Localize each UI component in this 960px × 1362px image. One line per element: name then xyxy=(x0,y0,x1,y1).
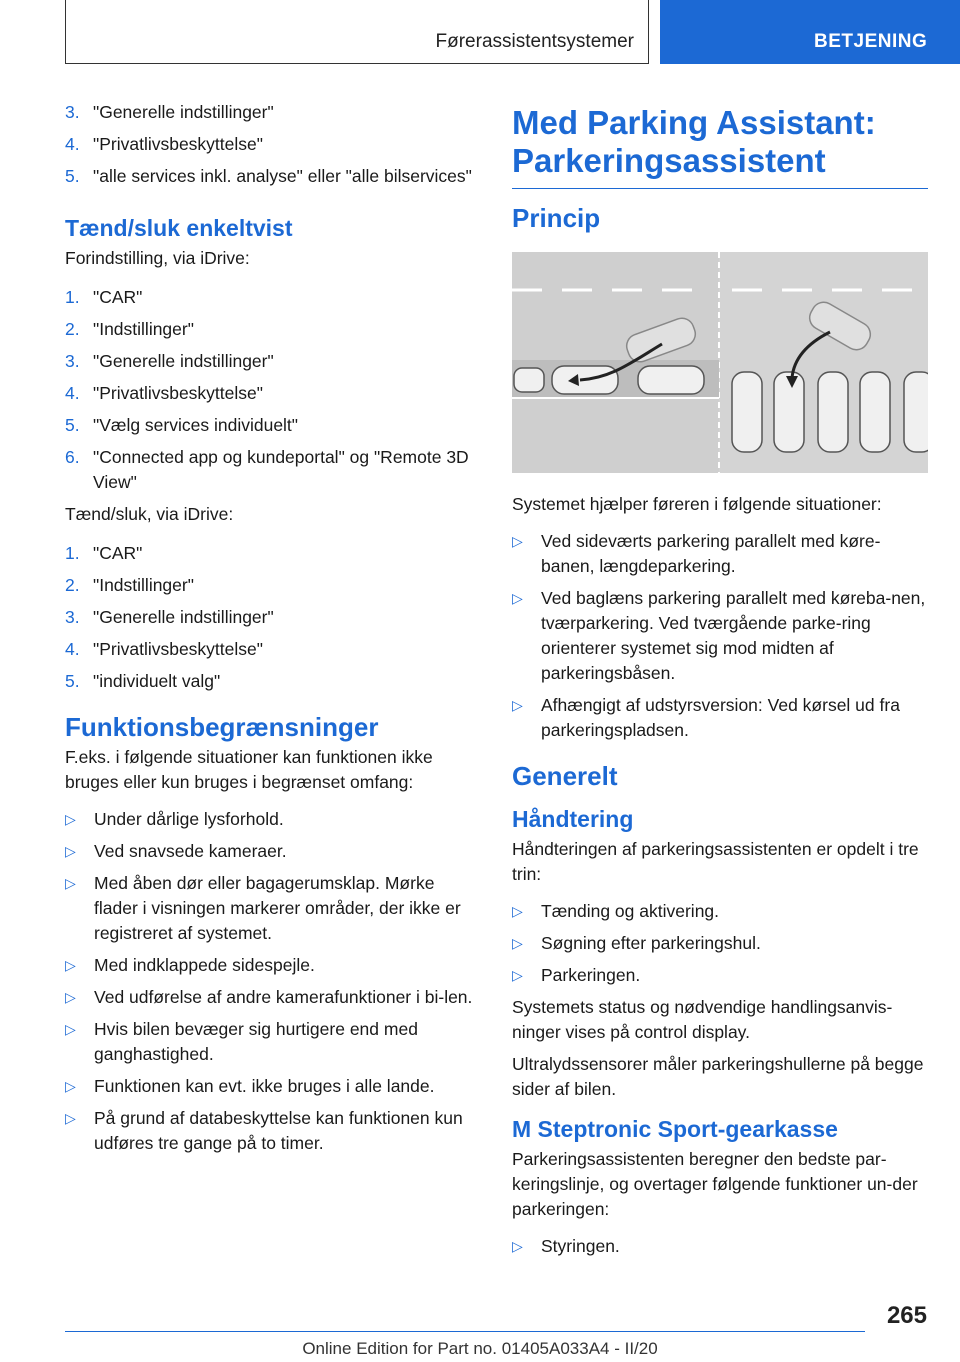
heading-princip: Princip xyxy=(512,203,601,233)
header-tab-label: BETJENING xyxy=(814,31,928,52)
list-item: 3. "Generelle indstillinger" xyxy=(65,102,274,122)
bullet-icon: ▷ xyxy=(512,1238,523,1254)
list-item: 4. "Privatlivsbeskyttelse" xyxy=(65,383,263,403)
bullet-icon: ▷ xyxy=(65,989,76,1005)
bullets-situations xyxy=(512,529,928,743)
bullets-limitations xyxy=(65,807,475,1156)
heading-haandtering: Håndtering xyxy=(512,806,634,832)
list-item: ▷ Under dårlige lysforhold. xyxy=(65,807,475,832)
bullet-icon: ▷ xyxy=(512,590,523,606)
bullet-icon: ▷ xyxy=(65,843,76,859)
list-item: 5. "Vælg services individuelt" xyxy=(65,415,299,435)
footer-edition[interactable]: Online Edition for Part no. 01405A033A4 - II/20 xyxy=(302,1339,658,1358)
list-item: ▷ Afhængigt af udstyrsversion: Ved kørsel ud fra parkeringspladsen. xyxy=(512,695,900,740)
list-item: 2. "Indstillinger" xyxy=(65,575,194,595)
list-item: 5. "individuelt valg" xyxy=(65,671,221,691)
list-item: 5. "alle services inkl. analyse" eller "alle bilservices" xyxy=(65,166,472,186)
bullet-icon: ▷ xyxy=(512,935,523,951)
header-tab[interactable] xyxy=(660,0,960,64)
paragraph: Håndteringen af parkeringsassistenten er opdelt i tre trin: xyxy=(512,839,919,884)
list-item: 1. "CAR" xyxy=(65,543,143,563)
list-item: 4. "Privatlivsbeskyttelse" xyxy=(65,639,263,659)
bullet-icon: ▷ xyxy=(512,967,523,983)
paragraph: Forindstilling, via iDrive: xyxy=(65,248,250,268)
paragraph: F.eks. i følgende situationer kan funktionen ikke bruges eller kun bruges i begrænset omfang: xyxy=(65,747,433,792)
list-item: 1. "CAR" xyxy=(65,287,143,307)
bullets-functions xyxy=(512,1234,928,1259)
page-title: Med Parking Assistant: Parkeringsassistent xyxy=(512,104,876,179)
bullet-icon: ▷ xyxy=(65,957,76,973)
parking-illustration xyxy=(512,252,928,473)
paragraph: Ultralydssensorer måler parkeringshullerne på begge sider af bilen. xyxy=(512,1054,924,1099)
list-item: ▷ Ved udførelse af andre kamerafunktioner i bi-len. xyxy=(65,985,475,1010)
bullets-steps xyxy=(512,899,928,988)
heading-m-steptronic: M Steptronic Sport-gearkasse xyxy=(512,1116,838,1142)
list-item: 6. "Connected app og kundeportal" og "Remote 3D View" xyxy=(65,447,469,492)
list-item: ▷ Med åben dør eller bagagerumsklap. Mørke flader i visningen markerer områder, der ikke er registreret af systemet. xyxy=(65,873,461,943)
header-box xyxy=(65,0,649,64)
bullet-icon: ▷ xyxy=(65,1110,76,1126)
header-section-title: Førerassistentsystemer xyxy=(435,31,634,52)
bullet-icon: ▷ xyxy=(512,697,523,713)
bullet-icon: ▷ xyxy=(65,1078,76,1094)
list-b xyxy=(65,285,475,495)
page-number: 265 xyxy=(886,1302,927,1329)
list-item: ▷ Ved snavsede kameraer. xyxy=(65,839,475,864)
list-item: ▷ Tænding og aktivering. xyxy=(512,899,928,924)
heading-taend-enkeltvist: Tænd/sluk enkeltvist xyxy=(65,215,293,241)
bullet-icon: ▷ xyxy=(512,903,523,919)
list-item: ▷ På grund af databeskyttelse kan funktionen kun udføres tre gange på to timer. xyxy=(65,1108,463,1153)
list-item: 3. "Generelle indstillinger" xyxy=(65,607,274,627)
paragraph: Parkeringsassistenten beregner den bedste par-keringslinje, og overtager følgende funktioner un-der parkeringen: xyxy=(512,1149,918,1219)
heading-generelt: Generelt xyxy=(512,761,618,791)
list-item: ▷ Styringen. xyxy=(512,1234,928,1259)
right-column xyxy=(512,100,928,1266)
list-item: ▷ Ved baglæns parkering parallelt med køreba-nen, tværparkering. Ved tværgående parke-ring orienterer systemet sig mod midten af parkeringsbåsen. xyxy=(512,588,926,683)
paragraph: Systemets status og nødvendige handlingsanvis-ninger vises på control display. xyxy=(512,997,893,1042)
list-c xyxy=(65,541,475,694)
bullet-icon: ▷ xyxy=(512,533,523,549)
list-item: ▷ Søgning efter parkeringshul. xyxy=(512,931,928,956)
list-a xyxy=(65,100,475,189)
list-item: ▷ Funktionen kan evt. ikke bruges i alle lande. xyxy=(65,1074,475,1099)
list-item: ▷ Med indklappede sidespejle. xyxy=(65,953,475,978)
list-item: ▷ Hvis bilen bevæger sig hurtigere end med ganghastighed. xyxy=(65,1019,418,1064)
title-divider xyxy=(512,188,928,189)
list-item: ▷ Ved sideværts parkering parallelt med køre-banen, længdeparkering. xyxy=(512,531,881,576)
footer-divider xyxy=(65,1331,865,1332)
paragraph: Systemet hjælper føreren i følgende situationer: xyxy=(512,494,882,514)
bullet-icon: ▷ xyxy=(65,811,76,827)
list-item: 4. "Privatlivsbeskyttelse" xyxy=(65,134,263,154)
list-item: ▷ Parkeringen. xyxy=(512,963,928,988)
bullet-icon: ▷ xyxy=(65,1021,76,1037)
list-item: 3. "Generelle indstillinger" xyxy=(65,351,274,371)
bullet-icon: ▷ xyxy=(65,875,76,891)
list-item: 2. "Indstillinger" xyxy=(65,319,194,339)
left-column xyxy=(65,100,475,1163)
paragraph: Tænd/sluk, via iDrive: xyxy=(65,504,234,524)
heading-funktionsbegraensninger: Funktionsbegrænsninger xyxy=(65,712,379,742)
